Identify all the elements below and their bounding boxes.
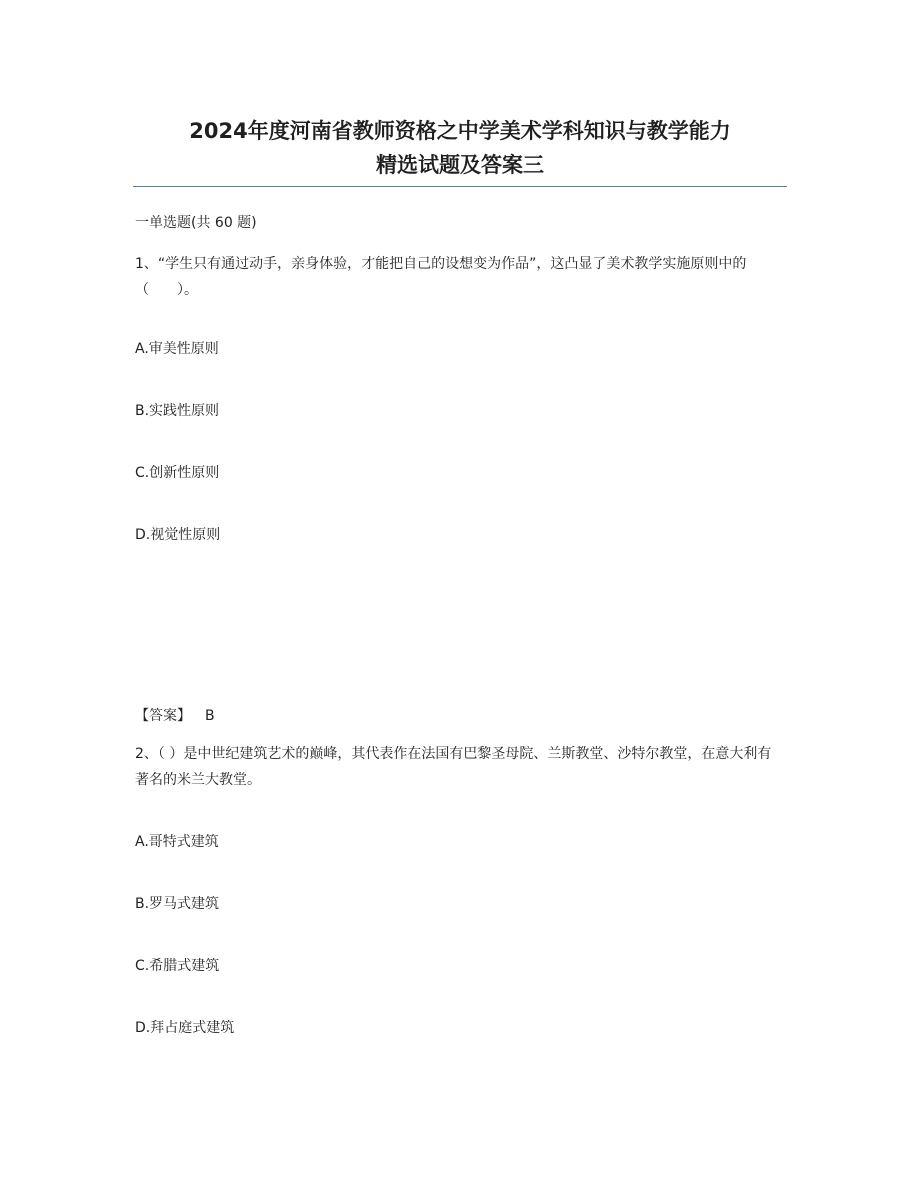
question-2-text: 2、（ ）是中世纪建筑艺术的巅峰，其代表作在法国有巴黎圣母院、兰斯教堂、沙特尔教堂，在意大利有著名的米兰大教堂。 <box>135 746 772 788</box>
question-2-option-b: B.罗马式建筑 <box>135 896 220 912</box>
title-line-1: 2024年度河南省教师资格之中学美术学科知识与教学能力 <box>189 119 731 143</box>
question-1-answer <box>135 706 215 726</box>
answer-label: 【答案】 <box>135 708 191 724</box>
title-line-2: 精选试题及答案三 <box>376 153 544 177</box>
answer-value: B <box>205 708 215 724</box>
question-1-text: 1、“学生只有通过动手，亲身体验，才能把自己的设想变为作品”，这凸显了美术教学实施原则中的（ ）。 <box>135 256 747 298</box>
question-2-option-c: C.希腊式建筑 <box>135 958 220 974</box>
question-1-option-a: A.审美性原则 <box>135 341 219 357</box>
section-heading: 一单选题(共 60 题) <box>135 215 257 231</box>
question-1-option-b: B.实践性原则 <box>135 403 220 419</box>
document-title <box>0 114 920 182</box>
question-2-option-d: D.拜占庭式建筑 <box>135 1020 235 1036</box>
title-divider <box>133 186 787 187</box>
question-1-option-d: D.视觉性原则 <box>135 527 221 543</box>
question-1-option-c: C.创新性原则 <box>135 465 220 481</box>
question-2-option-a: A.哥特式建筑 <box>135 834 219 850</box>
